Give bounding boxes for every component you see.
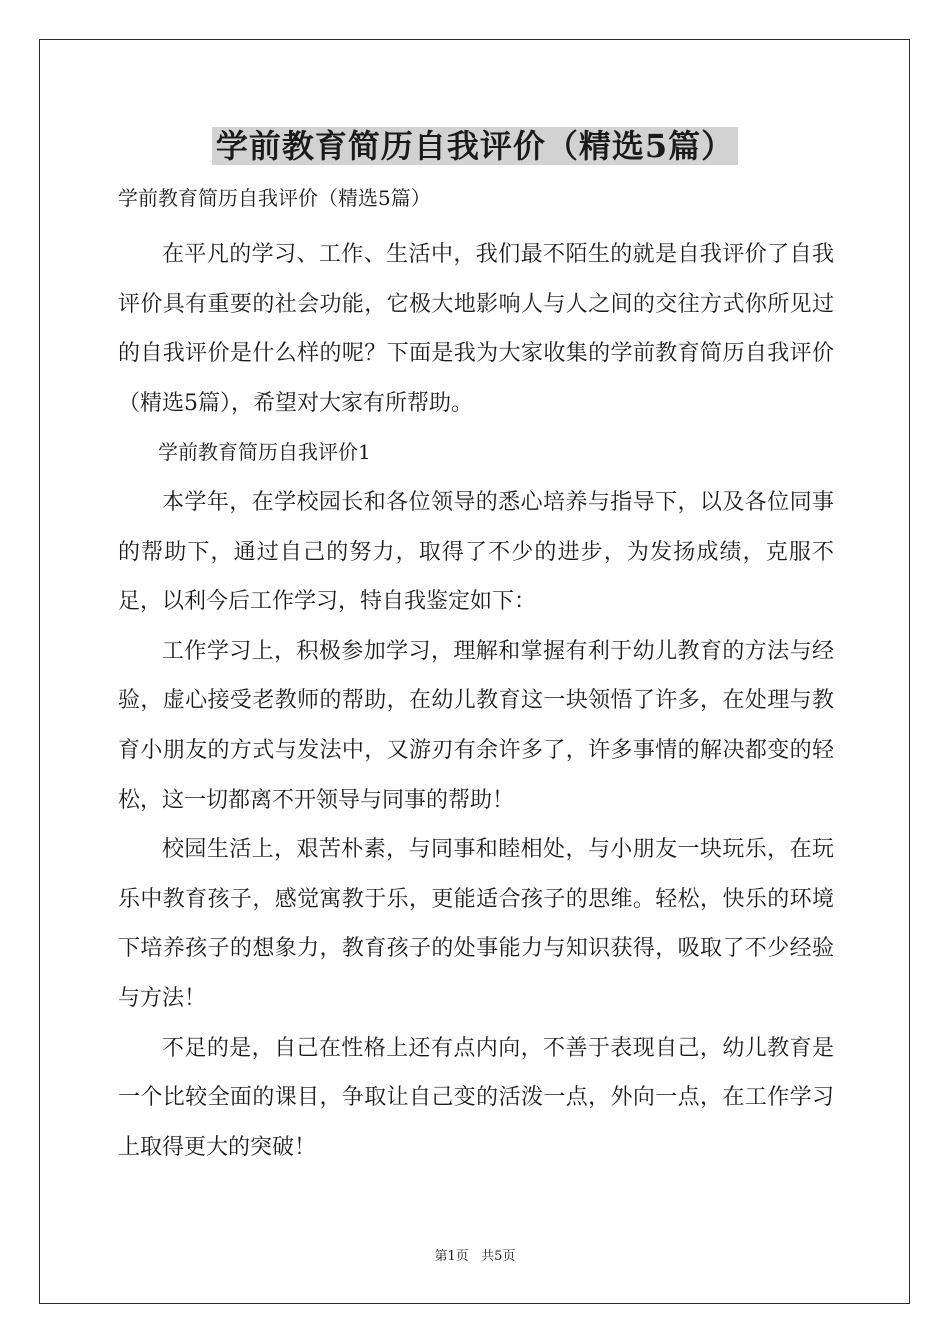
document-title-text: 学前教育简历自我评价（精选5篇） bbox=[212, 127, 738, 165]
body-paragraph: 本学年，在学校园长和各位领导的悉心培养与指导下，以及各位同事的帮助下，通过自己的努力，取得了不少的进步，为发扬成绩，克服不足，以利今后工作学习，特自我鉴定如下： bbox=[118, 489, 834, 615]
intro-paragraph: 在平凡的学习、工作、生活中，我们最不陌生的就是自我评价了自我评价具有重要的社会功能，它极大地影响人与人之间的交往方式你所见过的自我评价是什么样的呢？下面是我为大家收集的学前教育简历自我评价（精选5篇），希望对大家有所帮助。 bbox=[118, 242, 834, 416]
body-paragraph: 校园生活上，艰苦朴素，与同事和睦相处，与小朋友一块玩乐，在玩乐中教育孩子，感觉寓教于乐，更能适合孩子的思维。轻松，快乐的环境下培养孩子的想象力，教育孩子的处事能力与知识获得，吸取了不少经验与方法！ bbox=[118, 837, 834, 1011]
section-heading: 学前教育简历自我评价1 bbox=[158, 440, 371, 465]
page-footer: 第1页 共5页 bbox=[434, 1249, 516, 1264]
body-paragraph: 工作学习上，积极参加学习，理解和掌握有利于幼儿教育的方法与经验，虚心接受老教师的帮助，在幼儿教育这一块领悟了许多，在处理与教育小朋友的方式与发法中，又游刃有余许多了，许多事情的解决都变的轻松，这一切都离不开领导与同事的帮助！ bbox=[118, 638, 834, 813]
body-paragraph: 不足的是，自己在性格上还有点内向，不善于表现自己，幼儿教育是一个比较全面的课目，争取让自己变的活泼一点，外向一点，在工作学习上取得更大的突破！ bbox=[118, 1035, 834, 1160]
document-title bbox=[0, 124, 950, 168]
document-subtitle: 学前教育简历自我评价（精选5篇） bbox=[118, 186, 431, 210]
document-body bbox=[118, 230, 834, 1172]
